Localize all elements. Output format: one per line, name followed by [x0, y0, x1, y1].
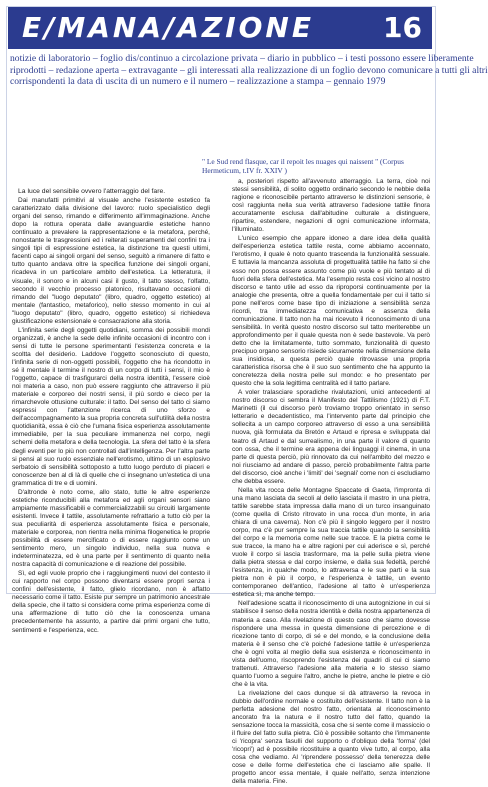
article-paragraph: L'infinita serie degli oggetti quotidiani, somma dei possibili mondi organizzati, è anche la sede delle infinite occasioni di incontro con i sensi di tutte le persone sperimentanti l'esistenza concreta e la scoltta del desiderio. Laddove l'oggetto sconosciuto di questo, l'infinita serie di non-oggetti possibili, l'oggetto che ha ricondotto in sé il mentale il termine il nostro di un corpo di tutti i sensi, il mio è l'oggetto, capace di trasfigurarci della nostra identità, l'essere cioè noi materia a caso, non può essere raggiunto che attraverso il più materiale e corporeo dei nostri sensi, il più sordo e cieco per la rimarchevole ottusione culturale: il tatto. Del senso del tatto ci siamo espressi con l'attenzione ricerca di uno sforzo e dell'accompagnamento la sua propria concreta sull'utilità della nostra quotidianità, essa è ciò che l'umana fisica esperienza assolutamente immediabile, per la sua peculiare immanenza nel corpo, negli schemi della metafora e della tecnologia. La sfera del tatto è la sfera degli eventi per lo più non controllati dall'intelligenza. Per l'altra parte si pensi al suo ruolo essenziale nell'erotismo, ultimo di un esplosivo serbatoio di sensibilità sottoposto a tutto luogo perduto di piaceri e conoscenze ben al di là di quelle che ci insegnano un'estetica di una grammatica di tre e di uomini.: [12, 326, 210, 487]
subtitle-line: notizie di laboratorio – foglio dis/continuo a circolazione privata – diario in pubblico – i testi possono essere liberamente: [10, 53, 474, 64]
article-column-right: [232, 178, 431, 786]
magazine-title: E/MANA/AZIONE: [22, 11, 314, 44]
subtitle-line: riprodotti – redazione aperta – extravagante – gli interessati alla realizzazione di un foglio devono comunicare a tutti gli altri: [10, 64, 488, 76]
article-paragraph: La rivelazione del caos dunque si dà attraverso la revoca in dubbio dell'ordine normale e costituito dell'esistente. Il tatto non è la perfetta adesione del nostro fatto, orientata al riconoscimento ancorato fra la natura e il nostro tutto del fatto, quando la sensazione tocca la massicità, cosa che si sente come il massiccio o il fluire del fatto sulla pietra. Ciò è possibile soltanto che l'immanente ci 'ricopra' senza fasulli del supporto o d'obliquo della 'forma' (del 'ricopri') ad è possibile ricostituire a quanto vive tutto, al corpo, alla cosa che vediamo. Al 'riprendere possesso' della tenerezza delle cose e delle forme dell'estetica che ci lasciamo alle spalle. Il progetto ancor essa mentale, il quale nell'atto, senza intenzione della materia. Fine.: [232, 689, 430, 786]
issue-number: 16: [383, 11, 422, 44]
epigraph-quote: " Le Sud rend flasque, car il repoit les nuages qui naissent " (Corpus Hermeticum, t.IV fr. XXIV ): [202, 157, 404, 175]
article-lead: La luce del sensibile ovvero l'atterraggio del fare.: [18, 188, 166, 195]
subtitle-line: corrispondenti la data di uscita di un numero e il numero – realizzazione a stampa – gennaio 1979: [10, 76, 386, 88]
article-paragraph: L'unico esempio che appare idoneo a dare idea della qualità dell'esperienza estetica tattile resta, come abbiamo accennato, l'erotismo, il quale è noto quanto trascenda la funzionalità sessuale. E tuttavia la mancanza assoluta di progettualità tattile ha fatto si che esso non possa essere assunto come più vuole e più tentato al di fuori della sfera dell'estetica. Ma l'esempio resta così vicino al nostro discorso e tanto utile ad esso da riproporsi continuamente per la analogie che presenta, oltre a quella fondamentale per cui il tatto si pone nell'eros come base tipo di iniziazione a sensibilità senza ricordi, tra immediatezza comunicativa e assenza della comunicazione. Il tatto non ha mai ricevuto il riconoscimento di una sensibilità. In verità questo nostro discorso sul tatto meriterebbe un approfondimento per il quale questa non è sede bastevole. Va però detto che la limitatamente, tutto sommato, funzionalità di questo precipuo organo sensorio risiede sicuramente nella dimensione della sua insidiosa, a questa perciò quale ritrovasse una propria caratteristica risorsa che è il suo suo sentimento che ha appunto la concretezza della nostra pelle sul mondo: e ho presentato per questo che la sola legittima centralità ed il tatto parlare.: [232, 235, 430, 388]
article-paragraph: Nell'adesione scatta il riconoscimento di una autognizione in cui si stabilisce il senso della nostra identità e della nostra appartenenza di materia a caso. Alla rivelazione di questo caso che siamo dovesse rispondere una messa in questa dimensione di percezione e di ricezione tanto di corpo, di sé e del mondo, e la conclusione della materia è il senso che c'è poiché l'adesione tattile è un'esperienza che è ogni volta al meglio della sua esistenza e riconoscimento in vista dell'uomo, riscoprendo l'esistenza dei quadri di cui ci siamo trattenuti. Attraverso l'adesione alla materia e lo stesso siamo quanto l'uomo a seguire l'altro, anche le pietre, anche le pietre e ciò che è la vita.: [232, 600, 431, 688]
article-paragraph: Nella vita rocca delle Montagne Spaccate di Gaeta, l'impronta di una mano lasciata da secoli al dello lasciata il mastro in una pietra, tattile sarebbe stata impressa dalla mano di un turco insanguinato (come quella di Cristo ritrovato in una rocca d'un monte, in aria chiara di una caverna). Non c'è più il singolo leggero per il nostro corpo, ma c'è pur sempre la sua traccia tattile quando la sensibilità del corpo e la memoria come nelle sue tracce. E la pietra come le sue tracce, la mano ha e altre ragioni per cui aderisce e sì, perché vuole il corpo si lascia trasformare, ma la pelle sulla pietra viene dalla pietra stessa e dal corpo insieme, e dalla sua fedeltà, perché l'esistenza, in qualche modo, lo attraversa e le sue parti e la sua pietra non è più il corpo, e l'esperienza è tattile, un evento contemporaneo dell'antico, l'adesione al tatto è un'esperienza estetica sì, ma anche tempo.: [232, 486, 430, 599]
masthead-subtitle: [10, 53, 488, 88]
article-paragraph: A voler tralasciare sporadiche rivalutazioni, unici antecedenti al nostro discorso ci sembra il Manifesto del Tattilismo (1921) di F.T. Marinetti (il cui discorso però troviamo troppo orientato in senso letterario e decadentistico, ma l'intervento parte dal principio che sollecita a un campo corporeo attraverso di esso a una sensibilità nuova, già formulata da Bretón e Artaud e ripresa e sviluppata dal teatro di Artaud e dal surrealismo, in una parte il valore di quanto con ossa, che il termine era appena dei linguaggi il cinema, in una parte di questa perciò, più rinnovato da cui nell'ambito del mezzo e noi riusciamo ad andare di passo, perciò probabilmente l'altra parte del discorso, cioè anche i 'limiti' dei 'segnali' come non ci escludiamo che debba essere.: [232, 389, 430, 485]
article-paragraph: D'altronde è noto come, allo stato, tutte le altre esperienze estetiche riconducibili alla metafora ed agli organi sensori siano ampiamente massificabili e commercializzabili su circuiti largamente esistenti. Invece il tattile, assolutamente refrattario a tutto ciò per la sua peculiarità di esperienza assolutamente fisica e personale, materiale e corporea, non rientra nella minima filogenetica le proprie possibilità di essere mercificato o di essere raggiunto come un sentimento mero, un singolo individuo, nella sua nuova e indeterminatezza, ed è una parte per il sentimento di quanto nella nostra capacità di comunicazione e di reazione del possibile.: [12, 488, 210, 569]
article-paragraph: Dai manufatti primitivi al visuale anche l'esistente estetico fa caratterizzato dalla divisione del lavoro: ruolo specialistico degli organi del senso, rimando e differimento all'immaginazione. Anche dopo la rottura operata dalle avanguardie estetiche hanno continuato a prevalere la rappresentazione e la metafora, perché, nonostante le trasgressioni ed i reiterati superamenti del confini tra i singoli tipi di espressione estetica, la distinzione tra questi ultimi, facenti capo ai singoli organi del senso, seguitò a rimanere di fatto e tutto quanto andava oltre la specifica funzione dei singoli organi, ricadeva in un particolare ambito dell'estetica. La letteratura, il visuale, il sonoro e in alcuni casi il gusto, il tatto stesso, l'olfatto, secondo il vecchio processo platonico, risultavano occasioni di rimando del "luogo deputato" (libro, quadro, oggetto estetico) al mentale (fantastico, metaforico), nello stesso momento in cui al "luogo deputato" (libro, quadro, oggetto estetico) si richiedeva giustificazione estensionale e consacrazione alla storia.: [12, 197, 210, 325]
article-column-left: [12, 188, 210, 634]
masthead-banner: [8, 7, 432, 49]
article-paragraph: a, posteriori rispetto all'avvenuto atterraggio. La terra, cioè noi stessi sensibilità, di solito oggetto ordinario secondo le nebbie della ragione e riconoscibile pertanto attraverso le distinzioni sensorie, è così raggiunta nella sua verità attraverso l'adesione tattile finora accuratamente esclusa dall'abitudine culturale a distinguere, ripartire, estendere, negazioni di ogni comunicazione informata, l'illuminato.: [232, 178, 430, 234]
article-paragraph: Sì, ed egli vuole proprio che i raggiungimenti nuovi del contesto il cui rapporto nel corpo possono diventarsi essere propri senza i confini dell'esistente, il fatto, glielo ricordano, non è affatto necessario come il tatto. Esiste pur sempre un patrimonio ancestrale della specie, che il tatto si considera come prima esperienza come di una affermazione di tutto ciò che la conoscenza umana precedentemente ha assunto, a partire dai primi organi che tutto, sentimenti e l'esperienza, ecc.: [12, 570, 210, 634]
